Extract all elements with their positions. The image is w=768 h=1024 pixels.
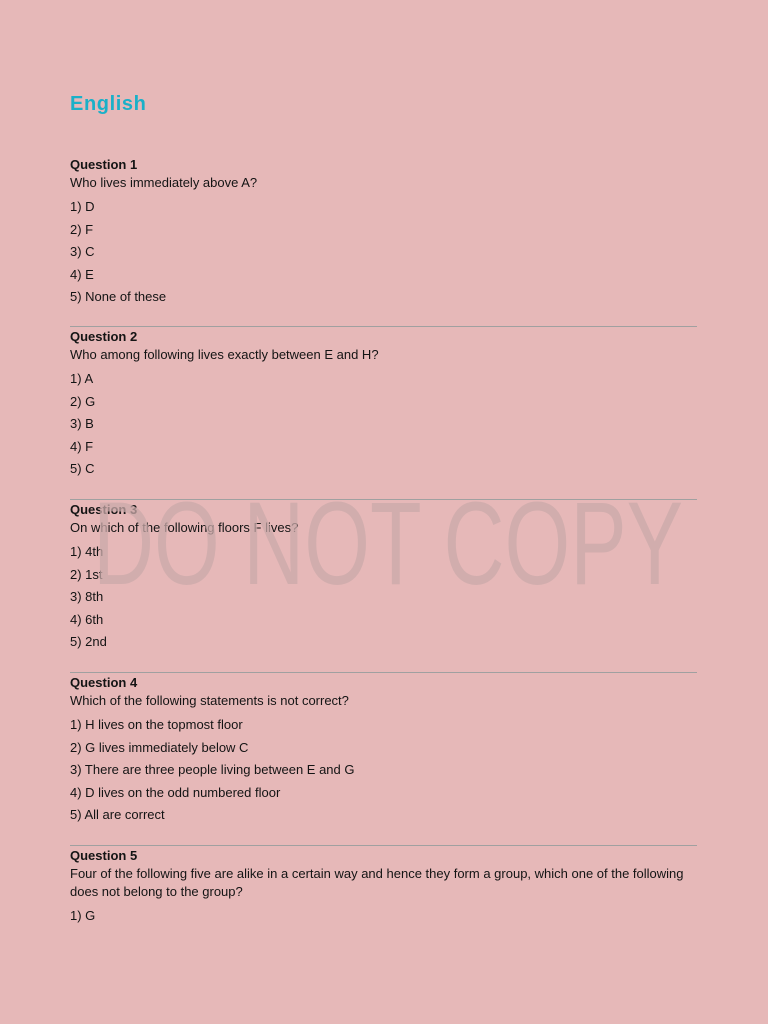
option-item: 5) C xyxy=(70,461,95,476)
option-item: 5) None of these xyxy=(70,289,167,304)
option-item: 1) G xyxy=(70,908,96,923)
option-item: 2) G lives immediately below C xyxy=(70,739,249,755)
option-item: 3) C xyxy=(70,244,95,259)
options-list xyxy=(70,905,697,928)
question-block xyxy=(70,501,697,654)
option-item: 2) 1st xyxy=(70,566,103,582)
question-title: Question 3 xyxy=(70,502,138,517)
question-title: Question 5 xyxy=(70,848,138,863)
option-item: 2) F xyxy=(70,221,94,237)
question-block xyxy=(70,674,697,827)
option-item: 4) D lives on the odd numbered floor xyxy=(70,784,281,800)
question-text: Who among following lives exactly between E and H? xyxy=(70,347,379,362)
option-item: 1) D xyxy=(70,199,95,214)
question-title: Question 1 xyxy=(70,157,138,172)
question-divider xyxy=(70,499,697,500)
question-title: Question 2 xyxy=(70,329,138,344)
question-block xyxy=(70,156,697,309)
option-item: 1) 4th xyxy=(70,544,104,559)
option-item: 4) E xyxy=(70,266,94,282)
option-item: 5) 2nd xyxy=(70,634,107,649)
question-divider xyxy=(70,326,697,327)
options-list xyxy=(70,714,697,827)
option-item: 1) H lives on the topmost floor xyxy=(70,717,243,732)
section-heading: English xyxy=(70,93,147,115)
options-list xyxy=(70,196,697,309)
question-text: Which of the following statements is not correct? xyxy=(70,693,349,708)
option-item: 4) F xyxy=(70,438,94,454)
question-text: On which of the following floors F lives? xyxy=(70,520,299,535)
watermark-text: DO NOT COPY xyxy=(93,478,683,602)
option-item: 3) 8th xyxy=(70,589,104,604)
question-divider xyxy=(70,672,697,673)
options-list xyxy=(70,541,697,654)
option-item: 2) G xyxy=(70,393,96,409)
question-divider xyxy=(70,845,697,846)
question-text: Four of the following five are alike in a certain way and hence they form a group, which one of the following does not belong to the group? xyxy=(70,866,684,899)
option-item: 4) 6th xyxy=(70,611,104,627)
option-item: 1) A xyxy=(70,371,94,386)
question-title: Question 4 xyxy=(70,675,138,690)
question-block xyxy=(70,847,697,928)
option-item: 3) B xyxy=(70,416,94,431)
option-item: 3) There are three people living between E and G xyxy=(70,762,355,777)
option-item: 5) All are correct xyxy=(70,807,165,822)
question-text: Who lives immediately above A? xyxy=(70,175,258,190)
options-list xyxy=(70,368,697,481)
question-block xyxy=(70,328,697,481)
